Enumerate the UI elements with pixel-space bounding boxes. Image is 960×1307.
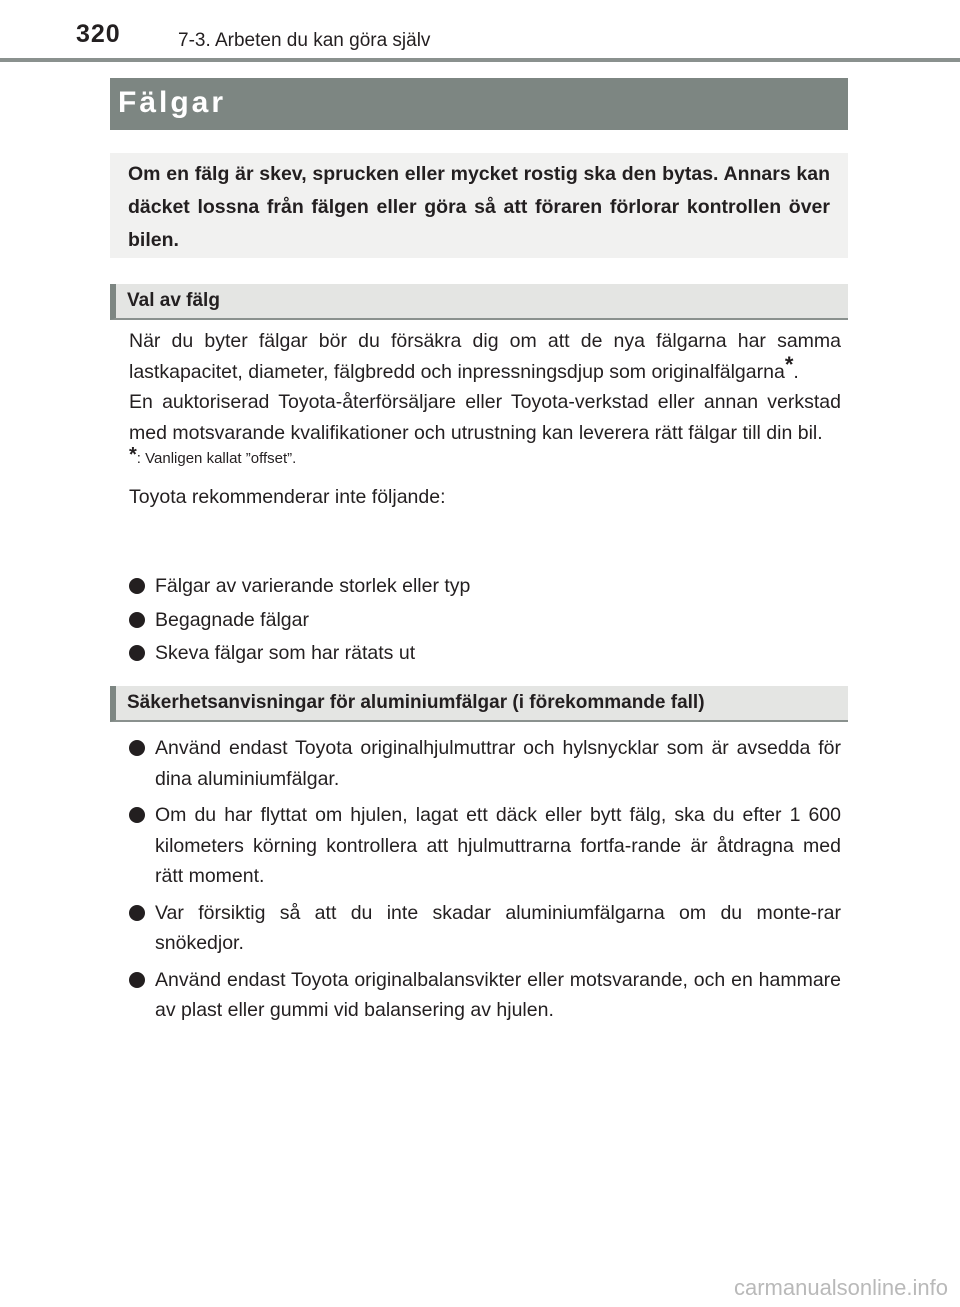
recommend-intro: Toyota rekommenderar inte följande: — [129, 486, 446, 508]
selection-paragraph-2: En auktoriserad Toyota-återförsäljare eller Toyota-verkstad eller annan verkstad med motsvarande kvalifikationer och utrustning kan leverera rätt fälgar till din bil. — [129, 391, 841, 444]
subheading-wheel-selection — [110, 284, 848, 320]
list-item — [129, 605, 841, 636]
bullet-icon — [129, 972, 145, 988]
list-item-text: Begagnade fälgar — [155, 608, 309, 631]
bullet-icon — [129, 740, 145, 756]
title-bar — [110, 78, 848, 130]
header-rule — [0, 58, 960, 62]
list-item-text: Skeva fälgar som har rätats ut — [155, 642, 416, 664]
page-header — [0, 0, 960, 64]
list-item-text: Använd endast Toyota originalbalansvikter eller motsvarande, och en hammare av plast eller gummi vid balansering av hjulen. — [155, 968, 841, 1021]
intro-box — [110, 153, 848, 258]
page-number: 320 — [76, 20, 121, 48]
watermark: carmanualsonline.info — [733, 1275, 948, 1300]
list-item — [129, 898, 841, 959]
selection-body — [129, 326, 841, 513]
bullet-icon — [129, 905, 145, 921]
selection-paragraph-1-text: När du byter fälgar bör du försäkra dig om att de nya fälgarna har samma lastkapacitet, diameter, fälgbredd och inpressningsdjup som originalfälgarna — [129, 330, 841, 383]
selection-paragraph-1-end: . — [793, 360, 799, 383]
bullet-icon — [129, 578, 145, 594]
subheading-aluminium-safety — [110, 686, 848, 722]
footnote-star: * — [129, 444, 137, 466]
selection-paragraph-1 — [129, 326, 841, 387]
bullet-icon — [129, 807, 145, 823]
intro-text: Om en fälg är skev, sprucken eller mycket rostig ska den bytas. Annars kan däcket lossna från fälgen eller göra så att föraren förlorar kontrollen över bilen. — [128, 163, 830, 251]
list-item-text: Var försiktig så att du inte skadar aluminiumfälgarna om du monte-rar snökedjor. — [155, 901, 841, 954]
subheading-aluminium-safety-text: Säkerhetsanvisningar för aluminiumfälgar (i förekommande fall) — [127, 692, 705, 713]
page-title: Fälgar — [118, 86, 227, 119]
list-item — [129, 638, 841, 669]
not-recommended-list — [129, 571, 841, 669]
footnote-marker: * — [784, 351, 794, 377]
bullet-icon — [129, 612, 145, 628]
safety-list — [129, 733, 841, 1026]
section-label: 7-3. Arbeten du kan göra själv — [178, 30, 431, 51]
list-item — [129, 571, 841, 602]
footnote — [129, 444, 841, 470]
subheading-wheel-selection-text: Val av fälg — [127, 290, 220, 311]
bullet-icon — [129, 645, 145, 661]
list-item — [129, 733, 841, 794]
footnote-text: : Vanligen kallat ”offset”. — [136, 450, 297, 467]
list-item-text: Fälgar av varierande storlek eller typ — [155, 575, 471, 597]
list-item — [129, 965, 841, 1026]
list-item-text: Om du har flyttat om hjulen, lagat ett däck eller bytt fälg, ska du efter 1 600 kilometers körning kontrollera att hjulmuttrarna fortfa-rande är åtdragna med rätt moment. — [155, 804, 841, 887]
list-item-text: Använd endast Toyota originalhjulmuttrar och hylsnycklar som är avsedda för dina aluminiumfälgar. — [155, 737, 841, 790]
list-item — [129, 800, 841, 892]
